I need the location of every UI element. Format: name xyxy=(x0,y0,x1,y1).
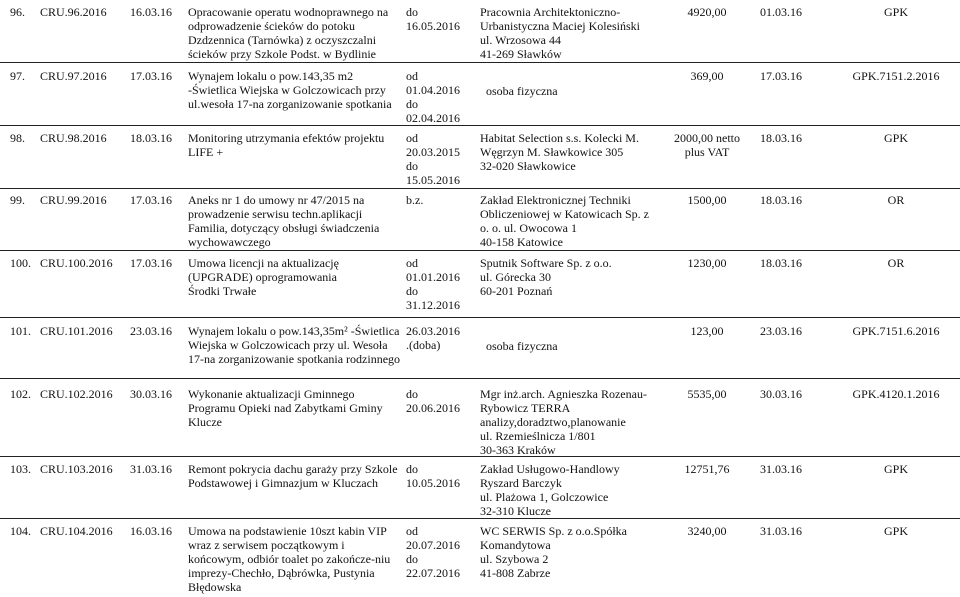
contract-subject-line: końcowym, odbiór toalet po zakończe-niu xyxy=(188,552,391,566)
signing-date: 30.03.16 xyxy=(760,387,802,401)
contract-subject-line: Familia, dotyczący obsługi świadczenia xyxy=(188,221,380,235)
contract-number: CRU.103.2016 xyxy=(40,462,113,476)
contract-subject-line: Wynajem lokalu o pow.143,35 m2 xyxy=(188,69,354,83)
contractor-line: 60-201 Poznań xyxy=(480,284,553,298)
contractor-line: Mgr inż.arch. Agnieszka Rozenau- xyxy=(480,387,647,401)
contractor-line: Habitat Selection s.s. Kolecki M. xyxy=(480,131,639,145)
contract-period-line: 01.01.2016 xyxy=(406,270,460,284)
row-number: 104. xyxy=(10,524,31,538)
contract-value: 12751,76 xyxy=(684,462,730,476)
contract-period-line: 16.05.2016 xyxy=(406,19,460,33)
contract-period-line: do xyxy=(406,5,418,19)
contract-date: 16.03.16 xyxy=(130,524,172,538)
contract-subject-line: Opracowanie operatu wodnoprawnego na xyxy=(188,5,389,19)
contract-subject-line: ul.wesoła 17-na zorganizowanie spotkania xyxy=(188,97,392,111)
contract-value: 1500,00 xyxy=(687,193,727,207)
contractor-line: Pracownia Architektoniczno- xyxy=(480,5,621,19)
contract-subject-line: Remont pokrycia dachu garaży przy Szkole xyxy=(188,462,398,476)
contract-date: 17.03.16 xyxy=(130,193,172,207)
contract-period-line: 20.03.2015 xyxy=(406,145,460,159)
signing-date: 01.03.16 xyxy=(760,5,802,19)
contract-period-line: do xyxy=(406,462,418,476)
contract-period-line: 02.04.2016 xyxy=(406,111,460,125)
row-number: 103. xyxy=(10,462,31,476)
row-divider xyxy=(0,518,960,519)
contract-subject-line: 17-na zorganizowanie spotkania rodzinnego xyxy=(188,352,401,366)
contract-subject-line: wraz z serwisem początkowym i xyxy=(188,538,345,552)
contract-value: 4920,00 xyxy=(687,5,727,19)
case-reference: GPK xyxy=(883,462,908,476)
case-reference: GPK.7151.2.2016 xyxy=(852,69,940,83)
contract-value: 123,00 xyxy=(690,324,724,338)
contract-subject-line: prowadzenie serwisu techn.aplikacji xyxy=(188,207,363,221)
contract-number: CRU.102.2016 xyxy=(40,387,113,401)
contract-subject-line: Wiejska w Golczowicach przy ul. Wesoła xyxy=(188,338,388,352)
contract-subject-line: Błędowska xyxy=(188,580,242,594)
contractor-line: Sputnik Software Sp. z o.o. xyxy=(480,256,612,270)
contract-subject-line: LIFE + xyxy=(188,145,224,159)
signing-date: 18.03.16 xyxy=(760,256,802,270)
contract-date: 16.03.16 xyxy=(130,5,172,19)
contract-number: CRU.100.2016 xyxy=(40,256,113,270)
row-number: 97. xyxy=(10,69,25,83)
contract-subject-line: ścieków przy Szkole Podst. w Bydlinie xyxy=(188,47,376,61)
contractor-line: Urbanistyczna Maciej Kolesiński xyxy=(480,19,640,33)
contractor-line: 32-020 Sławkowice xyxy=(480,159,576,173)
contract-subject-line: Programu Opieki nad Zabytkami Gminy xyxy=(188,401,383,415)
row-divider xyxy=(0,250,960,251)
contract-number: CRU.97.2016 xyxy=(40,69,107,83)
contractor-line: 40-158 Katowice xyxy=(480,235,563,249)
contractor-line: 41-808 Zabrze xyxy=(480,566,551,580)
contract-period-line: .(doba) xyxy=(406,338,441,352)
row-number: 101. xyxy=(10,324,31,338)
contract-number: CRU.99.2016 xyxy=(40,193,107,207)
contractor-line: 32-310 Klucze xyxy=(480,504,551,518)
row-number: 102. xyxy=(10,387,31,401)
contract-period-line: do xyxy=(406,552,418,566)
case-reference: OR xyxy=(887,193,905,207)
contract-date: 30.03.16 xyxy=(130,387,172,401)
row-divider xyxy=(0,317,960,318)
contract-period-line: 22.07.2016 xyxy=(406,566,460,580)
contract-period-line: do xyxy=(406,159,418,173)
contract-subject-line: Środki Trwałe xyxy=(188,284,257,298)
contract-value: 369,00 xyxy=(690,69,724,83)
contract-number: CRU.98.2016 xyxy=(40,131,107,145)
row-number: 100. xyxy=(10,256,31,270)
contract-period-line: 20.06.2016 xyxy=(406,401,460,415)
signing-date: 18.03.16 xyxy=(760,193,802,207)
contract-date: 23.03.16 xyxy=(130,324,172,338)
contract-value: plus VAT xyxy=(684,145,730,159)
contractor-line: ul. Rzemieślnicza 1/801 xyxy=(480,429,596,443)
contractor-line: Zakład Usługowo-Handlowy xyxy=(480,462,620,476)
row-number: 99. xyxy=(10,193,25,207)
contract-subject-line: Podstawowej i Gimnazjum w Kluczach xyxy=(188,476,378,490)
contract-period-line: 20.07.2016 xyxy=(406,538,460,552)
contractor-line: Ryszard Barczyk xyxy=(480,476,562,490)
row-divider xyxy=(0,125,960,126)
contract-date: 17.03.16 xyxy=(130,69,172,83)
contractor-line: analizy,doradztwo,planowanie xyxy=(480,415,626,429)
contractor-line: osoba fizyczna xyxy=(486,339,558,353)
row-divider xyxy=(0,62,960,63)
contract-period-line: od xyxy=(406,69,418,83)
case-reference: OR xyxy=(887,256,905,270)
signing-date: 31.03.16 xyxy=(760,462,802,476)
contract-number: CRU.104.2016 xyxy=(40,524,113,538)
contract-date: 18.03.16 xyxy=(130,131,172,145)
contract-period-line: 15.05.2016 xyxy=(406,173,460,187)
signing-date: 18.03.16 xyxy=(760,131,802,145)
row-divider xyxy=(0,188,960,189)
contract-period-line: do xyxy=(406,97,418,111)
case-reference: GPK xyxy=(883,5,908,19)
contract-period-line: 26.03.2016 xyxy=(406,324,460,338)
contract-period-line: 01.04.2016 xyxy=(406,83,460,97)
contract-subject-line: Umowa na podstawienie 10szt kabin VIP xyxy=(188,524,387,538)
contractor-line: osoba fizyczna xyxy=(486,84,558,98)
contractor-line: ul. Plażowa 1, Golczowice xyxy=(480,490,609,504)
contract-subject-line: wychowawczego xyxy=(188,235,271,249)
contract-period-line: od xyxy=(406,524,418,538)
contractor-line: 30-363 Kraków xyxy=(480,443,556,457)
contract-period-line: 10.05.2016 xyxy=(406,476,460,490)
contract-period-line: do xyxy=(406,284,418,298)
contractor-line: Węgrzyn M. Sławkowice 305 xyxy=(480,145,624,159)
contract-subject-line: Dzdzennica (Tarnówka) z oczyszczalni xyxy=(188,33,377,47)
contractor-line: WC SERWIS Sp. z o.o.Spółka xyxy=(480,524,628,538)
contract-value: 1230,00 xyxy=(687,256,727,270)
case-reference: GPK.7151.6.2016 xyxy=(852,324,940,338)
contractor-line: Komandytowa xyxy=(480,538,551,552)
contract-number: CRU.96.2016 xyxy=(40,5,107,19)
contractor-line: Obliczeniowej w Katowicach Sp. z xyxy=(480,207,649,221)
contract-date: 31.03.16 xyxy=(130,462,172,476)
contract-subject-line: Wykonanie aktualizacji Gminnego xyxy=(188,387,355,401)
signing-date: 17.03.16 xyxy=(760,69,802,83)
contract-value: 3240,00 xyxy=(687,524,727,538)
contractor-line: ul. Wrzosowa 44 xyxy=(480,33,561,47)
contract-subject-line: imprezy-Chechło, Dąbrówka, Pustynia xyxy=(188,566,375,580)
contract-value: 5535,00 xyxy=(687,387,727,401)
contractor-line: 41-269 Sławków xyxy=(480,47,562,61)
contractor-line: o. o. ul. Owocowa 1 xyxy=(480,221,577,235)
contract-subject-line: (UPGRADE) oprogramowania xyxy=(188,270,337,284)
case-reference: GPK xyxy=(883,131,908,145)
contractor-line: ul. Szybowa 2 xyxy=(480,552,549,566)
contract-period-line: b.z. xyxy=(406,193,424,207)
contract-subject-line: Aneks nr 1 do umowy nr 47/2015 na xyxy=(188,193,365,207)
contract-period-line: od xyxy=(406,256,418,270)
contract-subject-line: -Świetlica Wiejska w Golczowicach przy xyxy=(188,83,386,97)
contractor-line: Zakład Elektronicznej Techniki xyxy=(480,193,631,207)
row-number: 98. xyxy=(10,131,25,145)
case-reference: GPK.4120.1.2016 xyxy=(852,387,940,401)
contract-subject-line: Monitoring utrzymania efektów projektu xyxy=(188,131,385,145)
row-number: 96. xyxy=(10,5,25,19)
contract-subject-line: odprowadzenie ścieków do potoku xyxy=(188,19,355,33)
contract-date: 17.03.16 xyxy=(130,256,172,270)
contract-period-line: do xyxy=(406,387,418,401)
case-reference: GPK xyxy=(883,524,908,538)
contractor-line: ul. Górecka 30 xyxy=(480,270,551,284)
contract-period-line: od xyxy=(406,131,418,145)
signing-date: 23.03.16 xyxy=(760,324,802,338)
contract-subject-line: Klucze xyxy=(188,415,222,429)
signing-date: 31.03.16 xyxy=(760,524,802,538)
contract-value: 2000,00 netto xyxy=(674,131,740,145)
row-divider xyxy=(0,378,960,379)
contract-subject-line: Wynajem lokalu o pow.143,35m² -Świetlica xyxy=(188,324,400,338)
contract-subject-line: Umowa licencji na aktualizację xyxy=(188,256,339,270)
contract-period-line: 31.12.2016 xyxy=(406,298,460,312)
contractor-line: Rybowicz TERRA xyxy=(480,401,571,415)
contract-number: CRU.101.2016 xyxy=(40,324,113,338)
